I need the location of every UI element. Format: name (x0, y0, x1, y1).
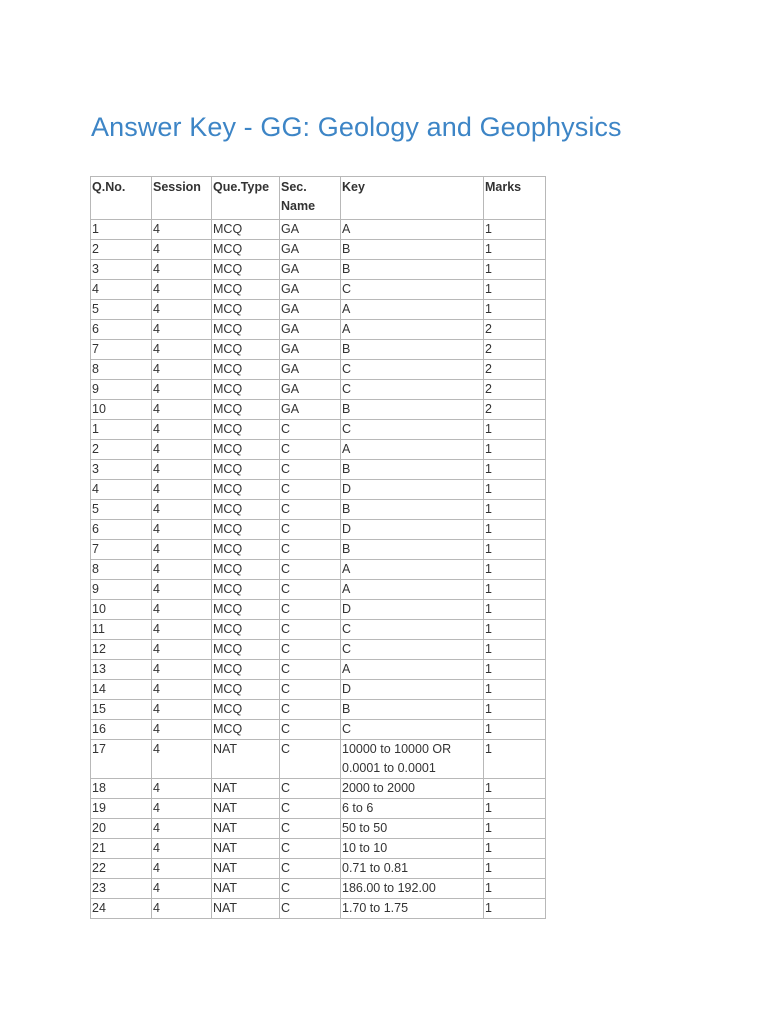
table-row (91, 899, 546, 919)
cell-que-type: MCQ (212, 640, 280, 660)
table-row (91, 620, 546, 640)
cell-marks: 1 (484, 260, 546, 280)
cell-qno: 14 (91, 680, 152, 700)
cell-qno: 3 (91, 260, 152, 280)
cell-marks: 1 (484, 520, 546, 540)
cell-marks: 1 (484, 240, 546, 260)
cell-qno: 11 (91, 620, 152, 640)
cell-key: C (341, 280, 484, 300)
cell-key: 2000 to 2000 (341, 779, 484, 799)
cell-sec-name: C (280, 620, 341, 640)
cell-sec-name: C (280, 740, 341, 779)
cell-session: 4 (152, 500, 212, 520)
cell-key: C (341, 380, 484, 400)
cell-session: 4 (152, 839, 212, 859)
table-row (91, 500, 546, 520)
cell-session: 4 (152, 340, 212, 360)
cell-que-type: MCQ (212, 520, 280, 540)
cell-sec-name: C (280, 520, 341, 540)
cell-sec-name: GA (280, 240, 341, 260)
table-row (91, 560, 546, 580)
cell-session: 4 (152, 480, 212, 500)
cell-qno: 10 (91, 600, 152, 620)
cell-marks: 2 (484, 380, 546, 400)
cell-qno: 7 (91, 540, 152, 560)
table-row (91, 240, 546, 260)
cell-session: 4 (152, 300, 212, 320)
cell-que-type: NAT (212, 779, 280, 799)
cell-que-type: MCQ (212, 360, 280, 380)
cell-key: A (341, 220, 484, 240)
cell-sec-name: GA (280, 220, 341, 240)
cell-marks: 1 (484, 480, 546, 500)
cell-marks: 2 (484, 320, 546, 340)
cell-marks: 1 (484, 720, 546, 740)
cell-key: C (341, 720, 484, 740)
cell-qno: 6 (91, 320, 152, 340)
cell-key: B (341, 500, 484, 520)
cell-marks: 1 (484, 640, 546, 660)
cell-key: B (341, 540, 484, 560)
cell-key: B (341, 700, 484, 720)
cell-que-type: MCQ (212, 680, 280, 700)
cell-marks: 1 (484, 580, 546, 600)
cell-session: 4 (152, 819, 212, 839)
cell-key: A (341, 440, 484, 460)
cell-sec-name: C (280, 799, 341, 819)
cell-key: D (341, 480, 484, 500)
cell-qno: 18 (91, 779, 152, 799)
cell-que-type: MCQ (212, 620, 280, 640)
table-header-row (91, 177, 546, 220)
cell-session: 4 (152, 520, 212, 540)
cell-qno: 3 (91, 460, 152, 480)
cell-qno: 8 (91, 360, 152, 380)
cell-qno: 6 (91, 520, 152, 540)
cell-que-type: MCQ (212, 600, 280, 620)
cell-key: B (341, 260, 484, 280)
cell-session: 4 (152, 620, 212, 640)
table-row (91, 819, 546, 839)
cell-que-type: MCQ (212, 280, 280, 300)
cell-session: 4 (152, 420, 212, 440)
table-row (91, 680, 546, 700)
header-sec-name: Sec. Name (280, 177, 341, 220)
cell-key: A (341, 580, 484, 600)
cell-qno: 5 (91, 500, 152, 520)
cell-key: C (341, 360, 484, 380)
cell-sec-name: C (280, 859, 341, 879)
cell-que-type: MCQ (212, 260, 280, 280)
cell-que-type: MCQ (212, 380, 280, 400)
cell-sec-name: C (280, 839, 341, 859)
cell-session: 4 (152, 779, 212, 799)
header-session: Session (152, 177, 212, 220)
cell-session: 4 (152, 380, 212, 400)
table-row (91, 300, 546, 320)
cell-key: C (341, 620, 484, 640)
cell-sec-name: C (280, 420, 341, 440)
cell-qno: 22 (91, 859, 152, 879)
table-row (91, 580, 546, 600)
cell-qno: 15 (91, 700, 152, 720)
cell-session: 4 (152, 320, 212, 340)
cell-session: 4 (152, 680, 212, 700)
table-row (91, 520, 546, 540)
cell-qno: 2 (91, 240, 152, 260)
cell-qno: 1 (91, 220, 152, 240)
table-row (91, 460, 546, 480)
cell-qno: 23 (91, 879, 152, 899)
cell-marks: 1 (484, 540, 546, 560)
cell-marks: 1 (484, 300, 546, 320)
cell-qno: 5 (91, 300, 152, 320)
table-row (91, 779, 546, 799)
table-row (91, 839, 546, 859)
cell-sec-name: GA (280, 280, 341, 300)
cell-que-type: MCQ (212, 440, 280, 460)
table-row (91, 340, 546, 360)
cell-session: 4 (152, 440, 212, 460)
cell-marks: 1 (484, 440, 546, 460)
cell-que-type: NAT (212, 819, 280, 839)
cell-que-type: MCQ (212, 660, 280, 680)
cell-que-type: MCQ (212, 720, 280, 740)
table-row (91, 400, 546, 420)
cell-qno: 12 (91, 640, 152, 660)
cell-session: 4 (152, 240, 212, 260)
table-row (91, 640, 546, 660)
table-row (91, 360, 546, 380)
table-row (91, 280, 546, 300)
table-body (91, 220, 546, 919)
cell-key: D (341, 680, 484, 700)
cell-marks: 1 (484, 280, 546, 300)
cell-marks: 1 (484, 899, 546, 919)
cell-key: 186.00 to 192.00 (341, 879, 484, 899)
cell-qno: 9 (91, 380, 152, 400)
cell-marks: 1 (484, 660, 546, 680)
cell-session: 4 (152, 700, 212, 720)
cell-session: 4 (152, 799, 212, 819)
cell-que-type: NAT (212, 859, 280, 879)
cell-session: 4 (152, 560, 212, 580)
cell-que-type: MCQ (212, 340, 280, 360)
cell-session: 4 (152, 740, 212, 779)
cell-key: 10 to 10 (341, 839, 484, 859)
table-row (91, 380, 546, 400)
cell-session: 4 (152, 360, 212, 380)
cell-que-type: MCQ (212, 460, 280, 480)
cell-key: A (341, 320, 484, 340)
cell-qno: 4 (91, 480, 152, 500)
cell-que-type: NAT (212, 799, 280, 819)
cell-key: B (341, 340, 484, 360)
cell-sec-name: C (280, 899, 341, 919)
cell-que-type: MCQ (212, 240, 280, 260)
cell-sec-name: GA (280, 360, 341, 380)
cell-marks: 1 (484, 560, 546, 580)
table-row (91, 879, 546, 899)
cell-qno: 7 (91, 340, 152, 360)
cell-marks: 1 (484, 460, 546, 480)
cell-sec-name: C (280, 460, 341, 480)
table-row (91, 320, 546, 340)
cell-sec-name: C (280, 440, 341, 460)
cell-qno: 10 (91, 400, 152, 420)
cell-marks: 1 (484, 680, 546, 700)
cell-session: 4 (152, 540, 212, 560)
cell-session: 4 (152, 400, 212, 420)
cell-que-type: MCQ (212, 540, 280, 560)
cell-key: 6 to 6 (341, 799, 484, 819)
cell-sec-name: C (280, 600, 341, 620)
table-row (91, 440, 546, 460)
cell-sec-name: C (280, 660, 341, 680)
cell-marks: 1 (484, 859, 546, 879)
cell-marks: 1 (484, 420, 546, 440)
table-row (91, 740, 546, 779)
cell-sec-name: GA (280, 380, 341, 400)
cell-que-type: NAT (212, 740, 280, 779)
cell-que-type: MCQ (212, 580, 280, 600)
cell-marks: 1 (484, 700, 546, 720)
cell-qno: 19 (91, 799, 152, 819)
cell-key: D (341, 520, 484, 540)
cell-session: 4 (152, 220, 212, 240)
cell-key: 0.71 to 0.81 (341, 859, 484, 879)
cell-marks: 2 (484, 400, 546, 420)
cell-marks: 1 (484, 839, 546, 859)
cell-qno: 9 (91, 580, 152, 600)
cell-sec-name: GA (280, 400, 341, 420)
table-row (91, 859, 546, 879)
cell-sec-name: C (280, 580, 341, 600)
table-row (91, 220, 546, 240)
cell-sec-name: C (280, 500, 341, 520)
cell-marks: 2 (484, 340, 546, 360)
cell-sec-name: C (280, 819, 341, 839)
cell-sec-name: C (280, 700, 341, 720)
cell-marks: 1 (484, 600, 546, 620)
cell-session: 4 (152, 660, 212, 680)
header-qno: Q.No. (91, 177, 152, 220)
cell-marks: 1 (484, 740, 546, 779)
cell-que-type: MCQ (212, 420, 280, 440)
table-row (91, 700, 546, 720)
cell-qno: 16 (91, 720, 152, 740)
cell-session: 4 (152, 280, 212, 300)
cell-marks: 1 (484, 879, 546, 899)
cell-key: B (341, 400, 484, 420)
cell-key: B (341, 460, 484, 480)
cell-marks: 1 (484, 799, 546, 819)
cell-sec-name: C (280, 720, 341, 740)
cell-session: 4 (152, 260, 212, 280)
cell-marks: 1 (484, 220, 546, 240)
cell-marks: 1 (484, 620, 546, 640)
cell-key: 10000 to 10000 OR 0.0001 to 0.0001 (341, 740, 484, 779)
cell-marks: 2 (484, 360, 546, 380)
cell-key: C (341, 420, 484, 440)
cell-sec-name: GA (280, 320, 341, 340)
cell-que-type: MCQ (212, 500, 280, 520)
table-row (91, 600, 546, 620)
cell-session: 4 (152, 859, 212, 879)
cell-qno: 21 (91, 839, 152, 859)
table-row (91, 420, 546, 440)
cell-que-type: MCQ (212, 560, 280, 580)
cell-que-type: NAT (212, 879, 280, 899)
page-title: Answer Key - GG: Geology and Geophysics (91, 112, 622, 142)
cell-sec-name: C (280, 680, 341, 700)
cell-qno: 24 (91, 899, 152, 919)
cell-session: 4 (152, 879, 212, 899)
cell-que-type: MCQ (212, 400, 280, 420)
cell-marks: 1 (484, 819, 546, 839)
cell-que-type: MCQ (212, 700, 280, 720)
cell-sec-name: C (280, 640, 341, 660)
cell-sec-name: GA (280, 260, 341, 280)
cell-session: 4 (152, 580, 212, 600)
table-row (91, 480, 546, 500)
cell-session: 4 (152, 600, 212, 620)
cell-que-type: MCQ (212, 320, 280, 340)
header-marks: Marks (484, 177, 546, 220)
table-row (91, 799, 546, 819)
cell-marks: 1 (484, 500, 546, 520)
cell-qno: 17 (91, 740, 152, 779)
cell-qno: 8 (91, 560, 152, 580)
cell-que-type: MCQ (212, 480, 280, 500)
cell-session: 4 (152, 720, 212, 740)
table-row (91, 540, 546, 560)
cell-sec-name: C (280, 540, 341, 560)
cell-que-type: NAT (212, 899, 280, 919)
cell-session: 4 (152, 899, 212, 919)
table-row (91, 720, 546, 740)
cell-sec-name: GA (280, 340, 341, 360)
cell-sec-name: C (280, 480, 341, 500)
cell-qno: 1 (91, 420, 152, 440)
cell-key: A (341, 660, 484, 680)
cell-key: A (341, 300, 484, 320)
cell-key: A (341, 560, 484, 580)
cell-key: B (341, 240, 484, 260)
table-row (91, 660, 546, 680)
cell-qno: 13 (91, 660, 152, 680)
header-key: Key (341, 177, 484, 220)
cell-qno: 20 (91, 819, 152, 839)
header-que-type: Que.Type (212, 177, 280, 220)
table-row (91, 260, 546, 280)
cell-sec-name: GA (280, 300, 341, 320)
cell-key: D (341, 600, 484, 620)
cell-que-type: MCQ (212, 220, 280, 240)
cell-qno: 2 (91, 440, 152, 460)
cell-marks: 1 (484, 779, 546, 799)
cell-sec-name: C (280, 560, 341, 580)
cell-key: 50 to 50 (341, 819, 484, 839)
cell-session: 4 (152, 640, 212, 660)
answer-key-table (90, 176, 546, 919)
cell-sec-name: C (280, 879, 341, 899)
cell-sec-name: C (280, 779, 341, 799)
cell-key: 1.70 to 1.75 (341, 899, 484, 919)
cell-que-type: MCQ (212, 300, 280, 320)
cell-session: 4 (152, 460, 212, 480)
cell-qno: 4 (91, 280, 152, 300)
cell-que-type: NAT (212, 839, 280, 859)
cell-key: C (341, 640, 484, 660)
